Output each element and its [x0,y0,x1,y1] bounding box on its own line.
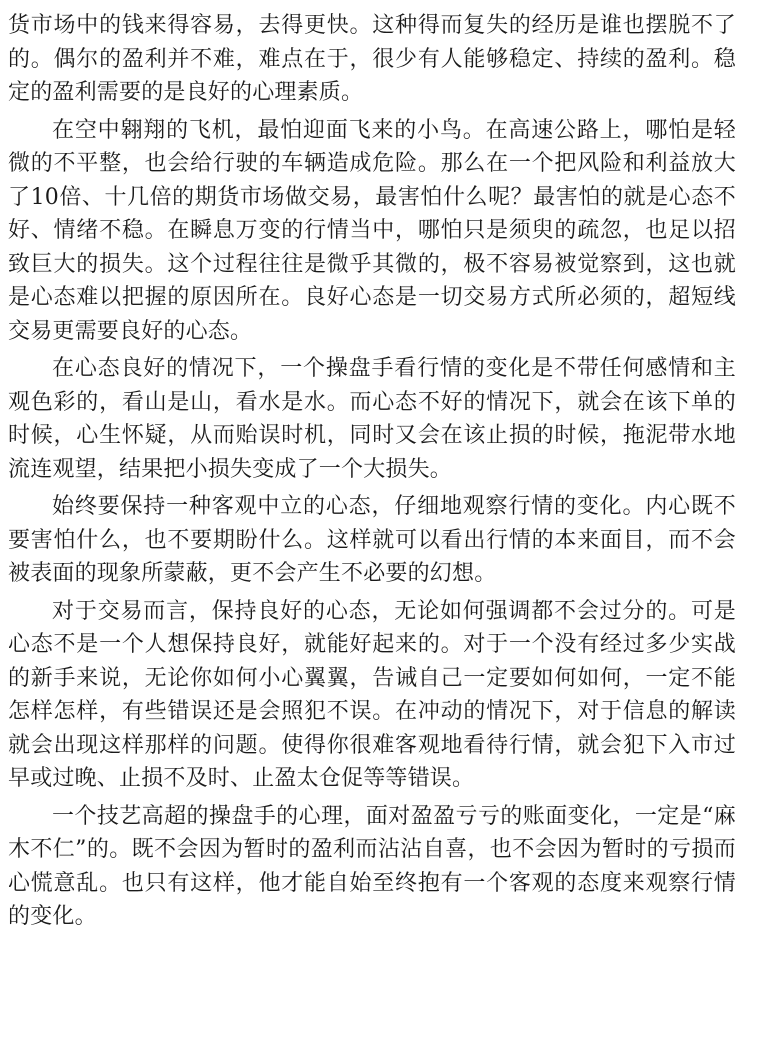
paragraph-4: 始终要保持一种客观中立的心态，仔细地观察行情的变化。内心既不要害怕什么，也不要期盼什么。这样就可以看出行情的本来面目，而不会被表面的现象所蒙蔽，更不会产生不必要的幻想。 [8,494,736,586]
paragraph-1: 货市场中的钱来得容易，去得更快。这种得而复失的经历是谁也摆脱不了的。偶尔的盈利并不难，难点在于，很少有人能够稳定、持续的盈利。稳定的盈利需要的是良好的心理素质。 [8,13,736,105]
paragraph-5: 对于交易而言，保持良好的心态，无论如何强调都不会过分的。可是心态不是一个人想保持良好，就能好起来的。对于一个没有经过多少实战的新手来说，无论你如何小心翼翼，告诫自己一定要如何如何，一定不能怎样怎样，有些错误还是会照犯不误。在冲动的情况下，对于信息的解读就会出现这样那样的问题。使得你很难客观地看待行情，就会犯下入市过早或过晚、止损不及时、止盈太仓促等等错误。 [8,598,736,791]
paragraph-2: 在空中翱翔的飞机，最怕迎面飞来的小鸟。在高速公路上，哪怕是轻微的不平整，也会给行驶的车辆造成危险。那么在一个把风险和利益放大了10倍、十几倍的期货市场做交易，最害怕什么呢？最害怕的就是心态不好、情绪不稳。在瞬息万变的行情当中，哪怕只是须臾的疏忽，也足以招致巨大的损失。这个过程往往是微乎其微的，极不容易被觉察到，这也就是心态难以把握的原因所在。良好心态是一切交易方式所必须的，超短线交易更需要良好的心态。 [8,117,736,344]
paragraph-3: 在心态良好的情况下，一个操盘手看行情的变化是不带任何感情和主观色彩的，看山是山，看水是水。而心态不好的情况下，就会在该下单的时候，心生怀疑，从而贻误时机，同时又会在该止损的时候，拖泥带水地流连观望，结果把小损失变成了一个大损失。 [8,356,736,482]
paragraph-6: 一个技艺高超的操盘手的心理，面对盈盈亏亏的账面变化，一定是“麻木不仁”的。既不会因为暂时的盈利而沾沾自喜，也不会因为暂时的亏损而心慌意乱。也只有这样，他才能自始至终抱有一个客观的态度来观察行情的变化。 [8,803,736,929]
